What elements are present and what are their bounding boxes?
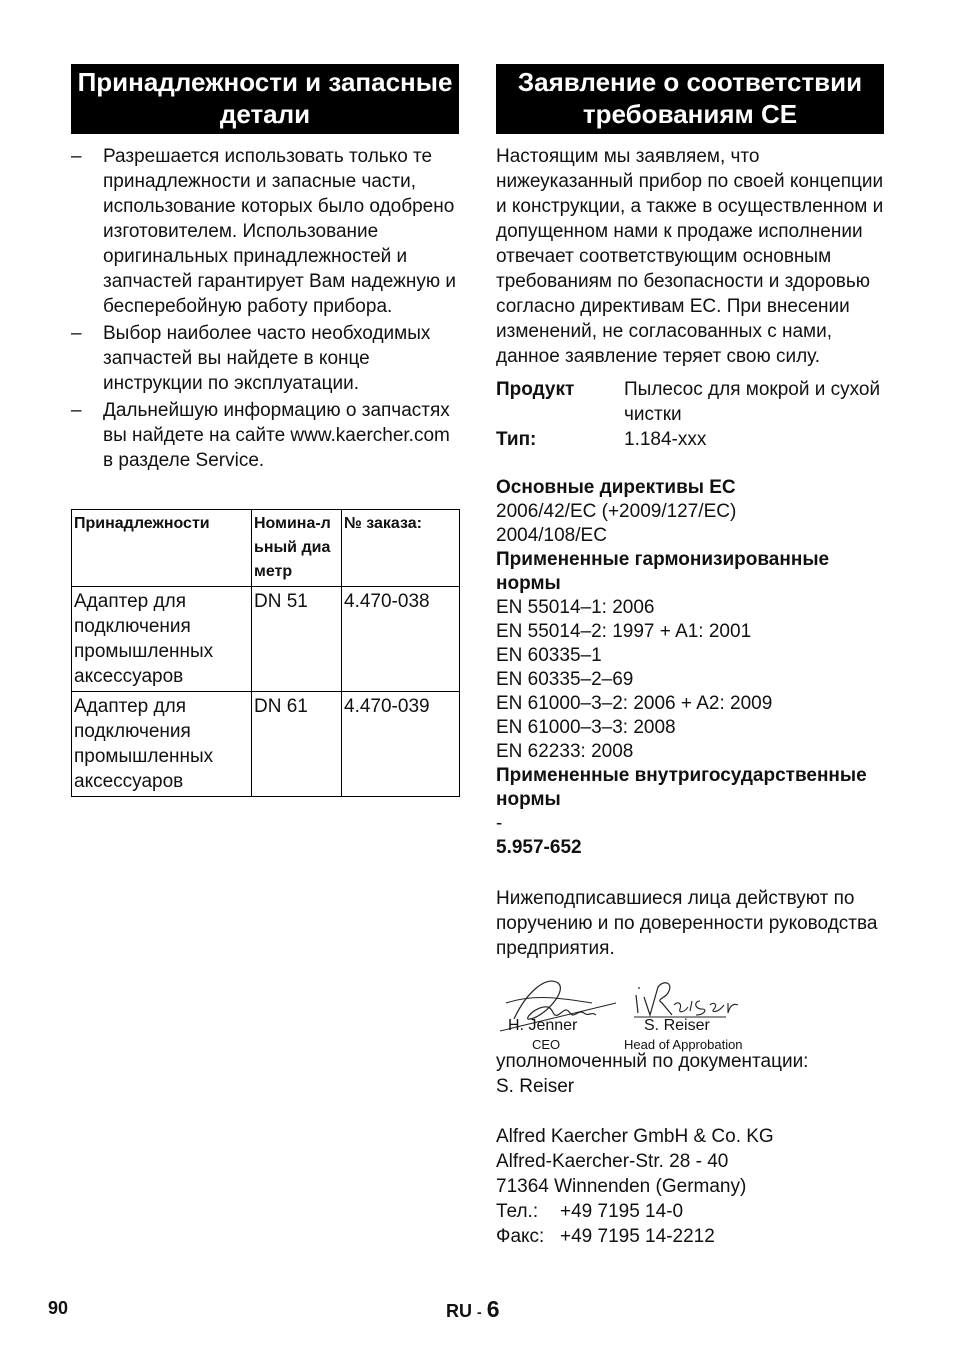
authorized-label: уполномоченный по документации:: [496, 1051, 809, 1072]
signer-name: H. Jenner: [508, 1017, 578, 1034]
type-row: [496, 427, 884, 452]
bullet-item: – Разрешается использовать только те принадлежности и запасные части, использование которых было одобрено изготовителем. Использование оригинальных принадлежностей и запчастей гарантирует Вам надежную и бесперебойную работу прибора.: [71, 146, 456, 317]
accessories-column: [71, 64, 459, 797]
company-name: Alfred Kaercher GmbH & Co. KG: [496, 1126, 774, 1147]
directive-item: 2004/108/EC: [496, 525, 607, 546]
harmonized-item: EN 60335–1: [496, 645, 602, 666]
footer-separator: -: [477, 1304, 482, 1320]
product-info: [496, 377, 884, 452]
harmonized-item: EN 60335–2–69: [496, 669, 634, 690]
bullet-text: Разрешается использовать только те принадлежности и запасные части, использование которых было одобрено изготовителем. Использование оригинальных принадлежностей и запчастей гарантирует Вам надежную и бесперебойную работу прибора.: [103, 146, 456, 317]
table-cell-name: Адаптер для подключения промышленных аксессуаров: [72, 587, 252, 692]
directive-item: 2006/42/EC (+2009/127/EC): [496, 501, 737, 522]
signer-name: S. Reiser: [644, 1017, 710, 1034]
signer-role: CEO: [532, 1037, 561, 1052]
national-title: Примененные внутригосударственные нормы: [496, 765, 867, 810]
phone-label: Тел.:: [496, 1201, 539, 1222]
accessories-bullet-list: [71, 144, 459, 473]
directives-section: [496, 476, 884, 860]
fax-label: Факс:: [496, 1226, 545, 1247]
table-cell-diameter: DN 51: [252, 587, 342, 692]
section-page-label: [446, 1296, 500, 1323]
harmonized-item: EN 61000–3–3: 2008: [496, 717, 676, 738]
accessories-table: [71, 509, 460, 797]
bullet-item: – Выбор наиболее часто необходимых запчастей вы найдете в конце инструкции по эксплуатации.: [71, 323, 431, 394]
authorized-name: S. Reiser: [496, 1076, 575, 1097]
table-header-diameter: Номина-льный диаметр: [252, 510, 342, 587]
product-label: Продукт: [496, 379, 575, 400]
table-cell-diameter: DN 61: [252, 692, 342, 797]
language-code: RU: [446, 1301, 472, 1321]
product-row: [496, 377, 884, 427]
bullet-text: Дальнейшую информацию о запчастях вы найдете на сайте www.kaercher.com в разделе Service.: [103, 400, 450, 471]
table-cell-order-no: 4.470-038: [342, 587, 460, 692]
table-header-accessories: Принадлежности: [72, 510, 252, 587]
company-street: Alfred-Kaercher-Str. 28 - 40: [496, 1151, 729, 1172]
ce-intro-text: Настоящим мы заявляем, что нижеуказанный прибор по своей концепции и конструкции, а также в осуществленном и допущенном нами к продаже исполнении отвечает соответствующим основным требованиям по безопасности и здоровью согласно директивам ЕС. При внесении изменений, не согласованных с нами, данное заявление теряет свою силу.: [496, 146, 884, 367]
fax-value: +49 7195 14-2212: [560, 1226, 715, 1247]
table-row: [72, 692, 460, 797]
document-number: 5.957-652: [496, 837, 582, 858]
phone-row: [496, 1199, 884, 1224]
type-value: 1.184-xxx: [624, 429, 707, 450]
harmonized-item: EN 55014–1: 2006: [496, 597, 655, 618]
section-page-number: 6: [486, 1296, 500, 1322]
harmonized-item: EN 61000–3–2: 2006 + A2: 2009: [496, 693, 773, 714]
table-header-order-no: № заказа:: [342, 510, 460, 587]
accessories-heading: Принадлежности и запасные детали: [71, 64, 459, 134]
type-label: Тип:: [496, 429, 537, 450]
fax-row: [496, 1224, 884, 1249]
signer-role: Head of Approbation: [624, 1037, 743, 1052]
table-cell-order-no: 4.470-039: [342, 692, 460, 797]
bullet-item: – Дальнейшую информацию о запчастях вы найдете на сайте www.kaercher.com в разделе Service.: [71, 400, 450, 471]
page-number: 90: [48, 1298, 69, 1318]
harmonized-title: Примененные гармонизированные нормы: [496, 549, 830, 594]
company-address: [496, 1124, 884, 1249]
directives-title: Основные директивы ЕС: [496, 477, 736, 498]
national-value: -: [496, 813, 503, 834]
ce-declaration-heading: Заявление о соответствии требованиям CE: [496, 64, 884, 134]
signers-text: Нижеподписавшиеся лица действуют по поручению и по доверенности руководства предприятия.: [496, 888, 878, 959]
harmonized-item: EN 62233: 2008: [496, 741, 634, 762]
product-value: Пылесос для мокрой и сухой чистки: [624, 379, 881, 425]
table-row: [72, 587, 460, 692]
phone-value: +49 7195 14-0: [560, 1201, 684, 1222]
bullet-text: Выбор наиболее часто необходимых запчастей вы найдете в конце инструкции по эксплуатации.: [103, 323, 431, 394]
company-city: 71364 Winnenden (Germany): [496, 1176, 747, 1197]
harmonized-item: EN 55014–2: 1997 + A1: 2001: [496, 621, 752, 642]
ce-declaration-column: [496, 64, 884, 1249]
table-cell-name: Адаптер для подключения промышленных аксессуаров: [72, 692, 252, 797]
table-header-row: [72, 510, 460, 587]
signature-block: [496, 973, 884, 1052]
